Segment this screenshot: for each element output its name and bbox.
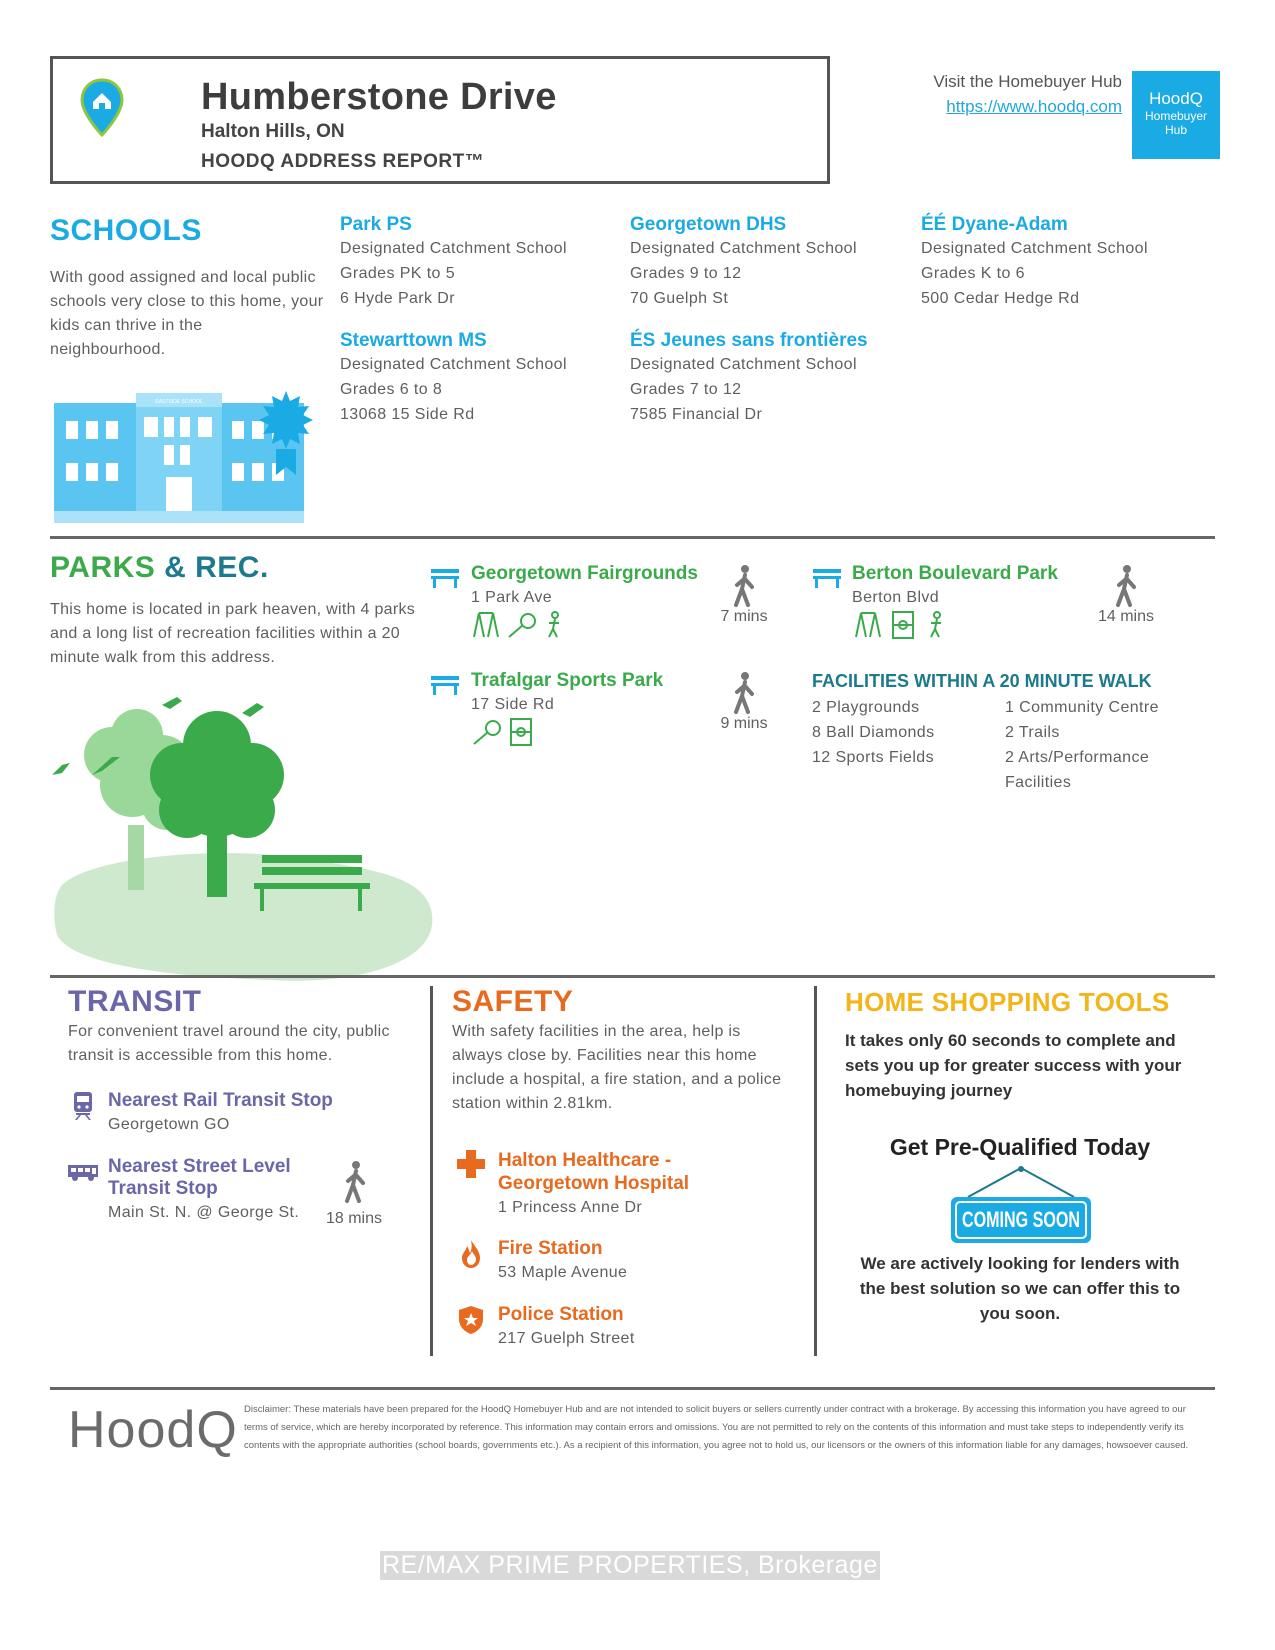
school-grades: Grades 6 to 8 <box>340 381 443 398</box>
street-stop-label-2: Transit Stop <box>108 1178 218 1199</box>
bench-icon <box>812 567 842 589</box>
rail-stop-card[interactable] <box>108 1090 333 1137</box>
hub-url-link[interactable]: https://www.hoodq.com <box>946 97 1122 116</box>
intro-line: minute walk from this address. <box>50 649 276 666</box>
schools-intro <box>50 266 323 362</box>
coming-soon-text: COMING SOON <box>962 1207 1080 1232</box>
facilities-title: FACILITIES WITHIN A 20 MINUTE WALK <box>812 671 1152 691</box>
fire-station-name: Fire Station <box>498 1238 603 1259</box>
tools-intro <box>845 1028 1181 1103</box>
school-name: Park PS <box>340 214 412 235</box>
rail-stop-value: Georgetown GO <box>108 1116 230 1133</box>
intro-line: station within 2.81km. <box>452 1095 613 1112</box>
police-station-name: Police Station <box>498 1304 624 1325</box>
walk-minutes: 7 mins <box>720 608 768 625</box>
coming-soon-sign[interactable] <box>950 1165 1092 1245</box>
intro-line: With good assigned and local public <box>50 269 316 286</box>
school-address: 7585 Financial Dr <box>630 406 763 423</box>
park-amenity-icons <box>473 718 535 746</box>
school-card[interactable] <box>340 330 567 427</box>
facility-item: 1 Community Centre <box>1005 699 1159 716</box>
hoodq-logo: HoodQ <box>68 1401 238 1459</box>
school-card[interactable] <box>630 330 868 427</box>
school-card[interactable] <box>921 214 1148 311</box>
fire-flame-icon <box>461 1239 481 1269</box>
school-address: 13068 15 Side Rd <box>340 406 475 423</box>
facility-item: 12 Sports Fields <box>812 749 935 766</box>
school-address: 70 Guelph St <box>630 290 729 307</box>
park-card[interactable] <box>471 563 698 610</box>
bench-icon <box>430 567 460 589</box>
school-name: Stewarttown MS <box>340 330 487 351</box>
school-name: ÉÉ Dyane-Adam <box>921 214 1068 235</box>
rail-stop-label: Nearest Rail Transit Stop <box>108 1090 333 1111</box>
street-stop-card[interactable] <box>108 1156 299 1225</box>
school-address: 500 Cedar Hedge Rd <box>921 290 1080 307</box>
park-amenity-icons <box>473 611 563 639</box>
outro-line: We are actively looking for lenders with <box>860 1254 1180 1273</box>
walking-person-icon <box>730 672 758 714</box>
school-type: Designated Catchment School <box>630 240 857 257</box>
location-pin-icon <box>80 78 124 138</box>
street-stop-label-1: Nearest Street Level <box>108 1156 291 1177</box>
street-title: Humberstone Drive <box>201 76 557 118</box>
intro-line: and a long list of recreation facilities within a 20 <box>50 625 401 642</box>
hospital-cross-icon <box>456 1149 486 1179</box>
section-divider <box>50 536 1215 539</box>
walk-minutes: 18 mins <box>325 1210 383 1227</box>
park-illustration <box>52 695 437 985</box>
transit-intro <box>68 1020 390 1068</box>
school-building-illustration <box>54 393 330 533</box>
school-grades: Grades 7 to 12 <box>630 381 742 398</box>
badge-line2: Homebuyer <box>1144 109 1208 123</box>
section-divider <box>50 975 1215 978</box>
intro-line: transit is accessible from this home. <box>68 1047 333 1064</box>
walk-minutes: 9 mins <box>720 715 768 732</box>
outro-line: the best solution so we can offer this to <box>859 1279 1181 1298</box>
outro-line: you soon. <box>979 1304 1061 1323</box>
schools-title: SCHOOLS <box>50 214 202 247</box>
hospital-name-2: Georgetown Hospital <box>498 1173 690 1194</box>
report-label: HOODQ ADDRESS REPORT™ <box>201 151 485 172</box>
badge-line3: Hub <box>1164 123 1187 137</box>
intro-line: kids can thrive in the <box>50 317 203 334</box>
school-grades: Grades K to 6 <box>921 265 1025 282</box>
transit-title: TRANSIT <box>68 985 202 1018</box>
column-divider <box>814 986 817 1356</box>
school-card[interactable] <box>340 214 567 311</box>
hospital-name-1: Halton Healthcare - <box>498 1150 672 1171</box>
parks-title-b: & REC. <box>155 551 269 584</box>
city-label: Halton Hills, ON <box>201 121 345 142</box>
intro-line: With safety facilities in the area, help is <box>452 1023 741 1040</box>
parks-title <box>50 551 269 585</box>
park-name: Georgetown Fairgrounds <box>471 563 698 584</box>
school-type: Designated Catchment School <box>340 356 567 373</box>
safety-title: SAFETY <box>452 985 574 1018</box>
prequal-title: Get Pre-Qualified Today <box>889 1134 1151 1160</box>
intro-line: homebuying journey <box>845 1081 1013 1100</box>
hospital-address: 1 Princess Anne Dr <box>498 1199 643 1216</box>
hospital-card[interactable] <box>498 1149 689 1220</box>
school-sign-text: EASTSIDE SCHOOL <box>155 399 203 405</box>
school-name: ÉS Jeunes sans frontières <box>630 330 868 351</box>
facility-item: Facilities <box>1005 774 1072 791</box>
intro-line: For convenient travel around the city, public <box>68 1023 390 1040</box>
park-card[interactable] <box>852 563 1058 610</box>
parks-intro <box>50 598 415 670</box>
intro-line: always close by. Facilities near this home <box>452 1047 757 1064</box>
facility-item: 2 Playgrounds <box>812 699 920 716</box>
brokerage-watermark: RE/MAX PRIME PROPERTIES, Brokerage <box>382 1551 878 1579</box>
school-grades: Grades 9 to 12 <box>630 265 742 282</box>
train-icon <box>72 1091 94 1121</box>
intro-line: It takes only 60 seconds to complete and <box>845 1031 1176 1050</box>
park-address: 1 Park Ave <box>471 589 553 606</box>
school-type: Designated Catchment School <box>921 240 1148 257</box>
walk-minutes: 14 mins <box>1097 608 1155 625</box>
disclaimer-text: Disclaimer: These materials have been prepared for the HoodQ Homebuyer Hub and are not intended to solicit buyers or sellers currently under contract with a brokerage. By accessing this information you have agreed to our terms of service, which are hereby incorporated by reference. This information may contain errors and omissions. You are not permitted to rely on the contents of this information and must take steps to independently verify its contents with the appropriate authorities (school boards, governments etc.). As a recipient of this information, you agree not to hold us, our licensors or the owners of this information liable for any damages, howsoever caused. <box>244 1404 1189 1451</box>
tools-title: HOME SHOPPING TOOLS <box>845 987 1170 1017</box>
park-address: 17 Side Rd <box>471 696 555 713</box>
facilities-right <box>1005 695 1159 795</box>
tools-outro <box>845 1251 1195 1326</box>
school-name: Georgetown DHS <box>630 214 787 235</box>
facility-item: 2 Trails <box>1005 724 1060 741</box>
police-station-card[interactable] <box>498 1304 635 1351</box>
school-type: Designated Catchment School <box>630 356 857 373</box>
column-divider <box>430 986 433 1356</box>
hub-badge[interactable] <box>1132 71 1220 159</box>
police-station-address: 217 Guelph Street <box>498 1330 635 1347</box>
hub-visit-text: Visit the Homebuyer Hub <box>933 72 1122 91</box>
walking-person-icon <box>730 565 758 607</box>
park-amenity-icons <box>855 611 945 639</box>
facility-item: 2 Arts/Performance <box>1005 749 1150 766</box>
park-name: Trafalgar Sports Park <box>471 670 664 691</box>
school-address: 6 Hyde Park Dr <box>340 290 455 307</box>
bus-icon <box>67 1164 99 1182</box>
fire-station-address: 53 Maple Avenue <box>498 1264 628 1281</box>
safety-intro <box>452 1020 781 1116</box>
walking-person-icon <box>341 1161 369 1203</box>
badge-line1: HoodQ <box>1149 89 1203 108</box>
footer-divider <box>50 1387 1215 1390</box>
school-card[interactable] <box>630 214 857 311</box>
intro-line: sets you up for greater success with your <box>845 1056 1182 1075</box>
park-address: Berton Blvd <box>852 589 940 606</box>
school-type: Designated Catchment School <box>340 240 567 257</box>
walking-person-icon <box>1112 565 1140 607</box>
facilities-left <box>812 695 935 770</box>
intro-line: This home is located in park heaven, with 4 parks <box>50 601 416 618</box>
intro-line: neighbourhood. <box>50 341 166 358</box>
parks-title-a: PARKS <box>50 551 156 584</box>
fire-station-card[interactable] <box>498 1238 627 1285</box>
intro-line: include a hospital, a fire station, and a police <box>452 1071 782 1088</box>
park-name: Berton Boulevard Park <box>852 563 1058 584</box>
bench-icon <box>430 674 460 696</box>
intro-line: schools very close to this home, your <box>50 293 324 310</box>
facility-item: 8 Ball Diamonds <box>812 724 935 741</box>
park-card[interactable] <box>471 670 663 717</box>
street-stop-value: Main St. N. @ George St. <box>108 1204 300 1221</box>
school-grades: Grades PK to 5 <box>340 265 455 282</box>
police-shield-icon <box>458 1305 484 1335</box>
